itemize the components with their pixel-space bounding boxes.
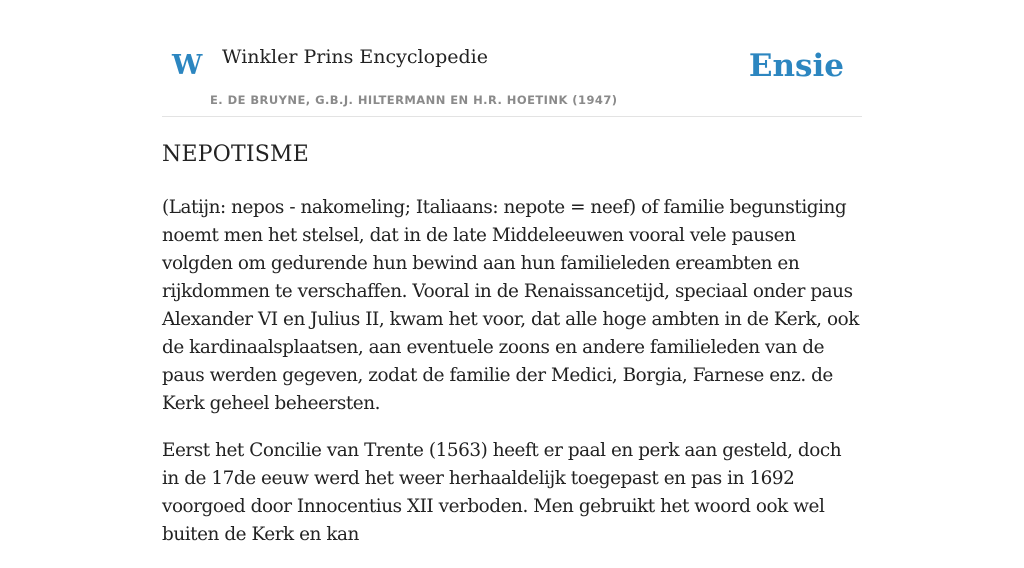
article-paragraph-1: (Latijn: nepos - nakomeling; Italiaans: nepote = neef) of familie begunstiging noemt men het stelsel, dat in de late Middeleeuwen vooral vele pausen volgden om gedurende hun bewind aan hun familieleden ereambten en rijkdommen te verschaffen. Vooral in de Renaissancetijd, speciaal onder paus Alexander VI en Julius II, kwam het voor, dat alle hoge ambten in de Kerk, ook de kardinaalsplaatsen, aan eventuele zoons en andere familieleden van de paus werden gegeven, zodat de familie der Medici, Borgia, Farnese enz. de Kerk geheel beheersten.	[162, 197, 859, 414]
ensie-logo[interactable]: Ensie	[748, 48, 844, 84]
source-title[interactable]: Winkler Prins Encyclopedie	[222, 46, 488, 68]
source-authors: E. DE BRUYNE, G.B.J. HILTERMANN EN H.R. HOETINK (1947)	[210, 93, 618, 107]
article	[162, 138, 862, 568]
article-paragraph-2: Eerst het Concilie van Trente (1563) heeft er paal en perk aan gesteld, doch in de 17de eeuw werd het weer herhaaldelijk toegepast en pas in 1692 voorgoed door Innocentius XII verboden. Men gebruikt het woord ook wel buiten de Kerk en kan	[162, 440, 842, 545]
article-title: NEPOTISME	[162, 142, 309, 167]
source-header	[162, 0, 862, 117]
winkler-prins-logo[interactable]: W	[172, 50, 203, 81]
